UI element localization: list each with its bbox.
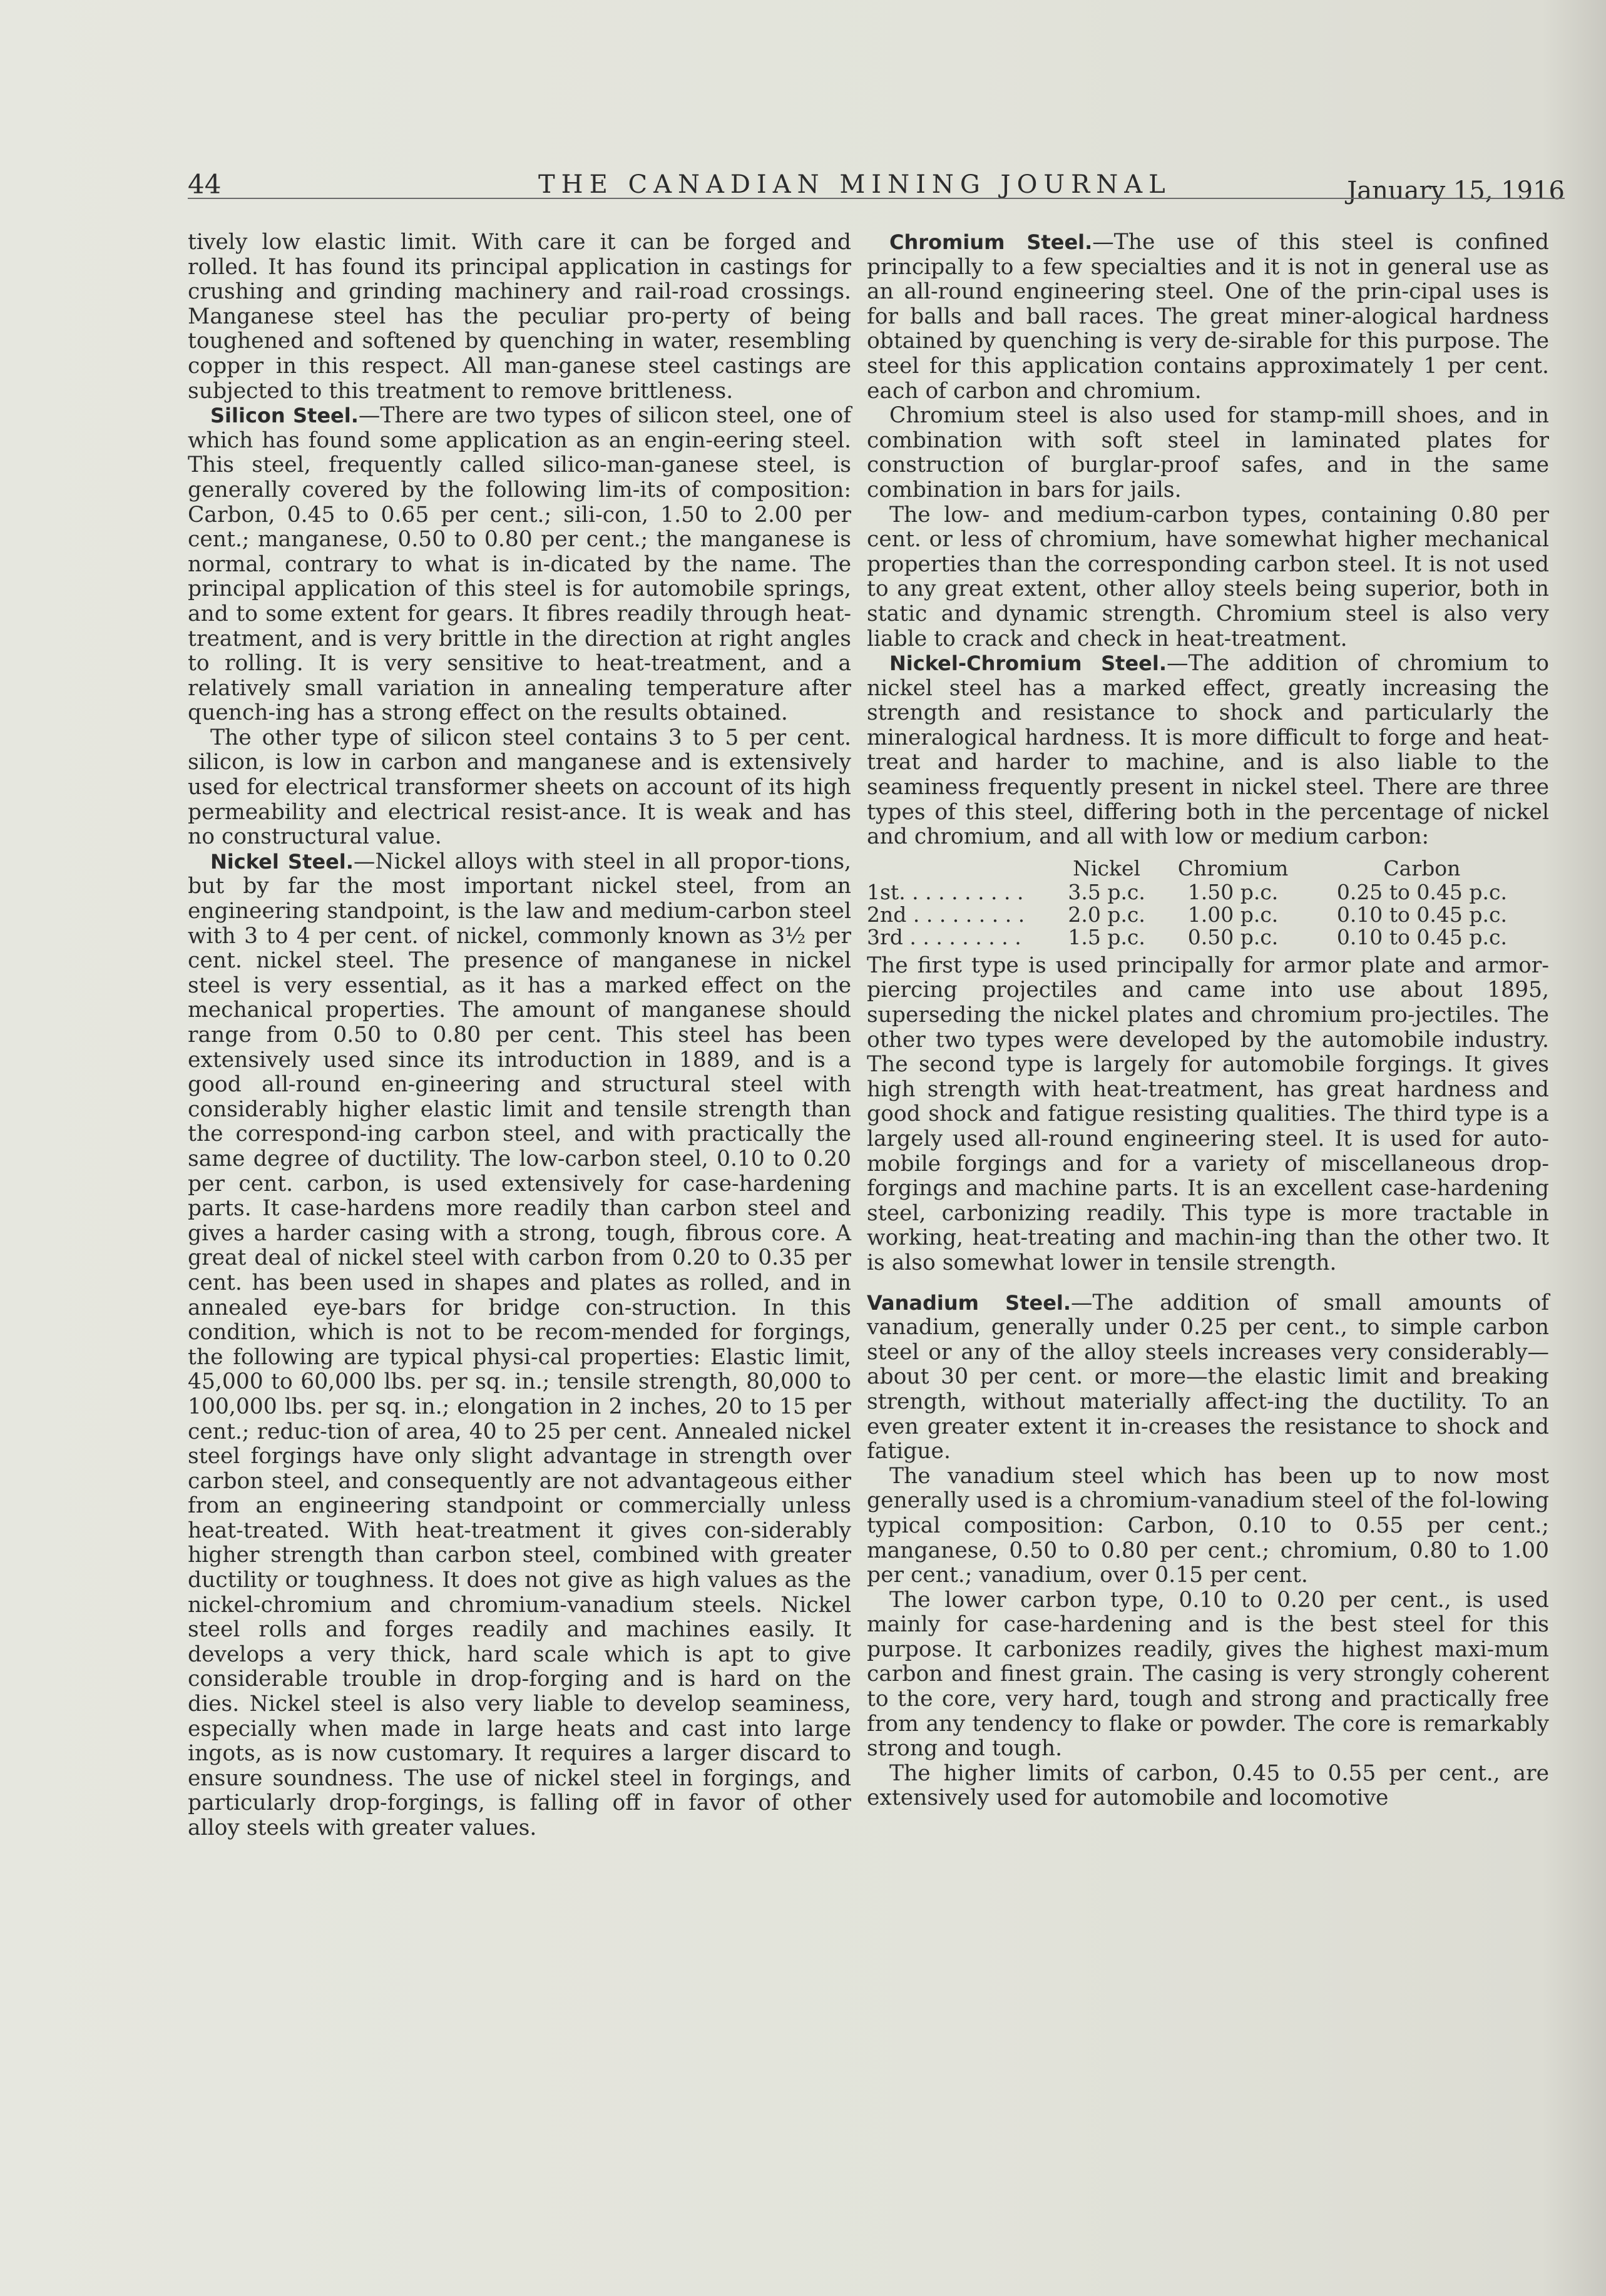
left-column xyxy=(188,230,851,1841)
nickel-chromium-steel-heading: Nickel-Chromium Steel. xyxy=(889,651,1167,676)
nickel-chromium-text-1: —The addition of chromium to nickel steel has a marked effect, greatly increasing the strength and resistance to shock and particularly the mineralogical hardness. It is more difficult to forge and heat-treat and harder to machine, and is also liable to the seaminess frequently present in nickel steel. There are three types of this steel, differing both in the percentage of nickel and chromium, and all with low or medium carbon: xyxy=(867,651,1549,850)
row-label: 2nd . . . . . . . . . xyxy=(867,902,1025,927)
row-label: 1st. . . . . . . . . . xyxy=(867,879,1024,904)
table-header-row xyxy=(867,856,1537,881)
silicon-paragraph-1 xyxy=(188,404,851,726)
nickel-steel-heading: Nickel Steel. xyxy=(210,849,354,874)
table-row xyxy=(867,926,1537,949)
row-label: 3rd . . . . . . . . . xyxy=(867,924,1021,949)
carbon-cell: 0.25 to 0.45 p.c. xyxy=(1336,879,1507,904)
silicon-text-1: —There are two types of silicon steel, one of which has found some application as an engin-eering steel. This steel, frequently called silico-man-ganese steel, is generally covered by the following lim-its of composition: Carbon, 0.45 to 0.65 per cent.; sili-con, 1.50 to 2.00 per cent.; manganese, 0.50 to 0.80 per cent.; the manganese is normal, contrary to what is in-dicated by the name. The principal application of this steel is for automobile springs, and to some extent for gears. It fibres readily through heat-treatment, and is very brittle in the direction at right angles to rolling. It is very sensitive to heat-treatment, and a relatively small variation in annealing temperature after quench-ing has a strong effect on the results obtained. xyxy=(188,403,852,726)
vanadium-paragraph-1 xyxy=(867,1291,1549,1464)
table-row xyxy=(867,904,1537,926)
nickel-cell: 1.5 p.c. xyxy=(1068,924,1145,949)
nickel-text: —Nickel alloys with steel in all propor-tions, but by far the most important nickel steel, from an engineering standpoint, is the law and medium-carbon steel with 3 to 4 per cent. of nickel, commonly known as 3½ per cent. nickel steel. The presence of manganese in nickel steel is very essential, as it has a marked effect on the mechanical properties. The amount of manganese should range from 0.50 to 0.80 per cent. This steel has been extensively used since its introduction in 1889, and is a good all-round en-gineering and structural steel with considerably higher elastic limit and tensile strength than the correspond-ing carbon steel, and with practically the same degree of ductility. The low-carbon steel, 0.10 to 0.20 per cent. carbon, is used extensively for case-hardening parts. It case-hardens more readily than carbon steel and gives a harder casing with a strong, tough, fibrous core. A great deal of nickel steel with carbon from 0.20 to 0.35 per cent. has been used in shapes and plates as rolled, and in annealed eye-bars for bridge con-struction. In this condition, which is not to be recom-mended for forgings, the following are typical physi-cal properties: Elastic limit, 45,000 to 60,000 lbs. per sq. in.; tensile strength, 80,000 to 100,000 lbs. per sq. in.; elongation in 2 inches, 20 to 15 per cent.; reduc-tion of area, 40 to 25 per cent. Annealed nickel steel forgings have only slight advantage in strength over carbon steel, and consequently are not advantageous either from an engineering standpoint or commercially unless heat-treated. With heat-treatment it gives con-siderably higher strength than carbon steel, combined with greater ductility or toughness. It does not give as high values as the nickel-chromium and chromium-vanadium steels. Nickel steel rolls and forges readily and machines easily. It develops a very thick, hard scale which is apt to give considerable trouble in drop-forging and is hard on the dies. Nickel steel is also very liable to develop seaminess, especially when made in large heats and cast into large ingots, as is now customary. It requires a larger discard to ensure soundness. The use of nickel steel in forgings, and particularly drop-forgings, is falling off in favor of other alloy steels with greater values. xyxy=(188,849,851,1840)
table-header-nickel: Nickel xyxy=(1073,855,1141,880)
nickel-cell: 3.5 p.c. xyxy=(1068,879,1145,904)
manganese-paragraph: tively low elastic limit. With care it can be forged and rolled. It has found its principal application in castings for crushing and grinding machinery and rail-road crossings. Manganese steel has the peculiar pro-perty of being toughened and softened by quenching in water, resembling copper in this respect. All man-ganese steel castings are subjected to this treatment to remove brittleness. xyxy=(188,230,851,404)
silicon-paragraph-2: The other type of silicon steel contains 3 to 5 per cent. silicon, is low in carbon and manganese and is extensively used for electrical transformer sheets on account of its high permeability and electrical resist-ance. It is weak and has no constructural value. xyxy=(188,725,851,850)
table-header-carbon: Carbon xyxy=(1383,855,1461,880)
journal-title: THE CANADIAN MINING JOURNAL xyxy=(538,170,1172,199)
page-header xyxy=(188,168,1565,212)
nickel-paragraph xyxy=(188,850,851,1841)
carbon-cell: 0.10 to 0.45 p.c. xyxy=(1336,902,1507,927)
header-rule xyxy=(188,198,1565,199)
silicon-steel-heading: Silicon Steel. xyxy=(210,404,359,428)
chromium-text-1: —The use of this steel is confined principally to a few specialties and it is not in general use as an all-round engineering steel. One of the prin-cipal uses is for balls and ball races. The great miner-alogical hardness obtained by quenching is very de-sirable for this purpose. The steel for this application contains approximately 1 per cent. each of carbon and chromium. xyxy=(867,230,1550,404)
right-column xyxy=(867,230,1549,1811)
page-number: 44 xyxy=(188,169,222,200)
vanadium-steel-heading: Vanadium Steel. xyxy=(867,1290,1072,1315)
chromium-cell: 1.50 p.c. xyxy=(1187,879,1279,904)
issue-date: January 15, 1916 xyxy=(1347,176,1565,205)
chromium-paragraph-1 xyxy=(867,230,1549,404)
table-header-chromium: Chromium xyxy=(1177,855,1289,880)
chromium-steel-heading: Chromium Steel. xyxy=(889,230,1093,254)
table-row xyxy=(867,881,1537,904)
carbon-cell: 0.10 to 0.45 p.c. xyxy=(1336,924,1507,949)
nickel-chromium-paragraph-2: The first type is used principally for armor plate and armor-piercing projectiles and came into use about 1895, superseding the nickel plates and chromium pro-jectiles. The other two types were developed by the automobile industry. The second type is largely for automobile forgings. It gives high strength with heat-treatment, has great hardness and good shock and fatigue resisting qualities. The third type is a largely used all-round engineering steel. It is used for auto-mobile forgings and for a variety of miscellaneous drop-forgings and machine parts. It is an excellent case-hardening steel, carbonizing readily. This type is more tractable in working, heat-treating and machin-ing than the other two. It is also somewhat lower in tensile strength. xyxy=(867,952,1549,1275)
vanadium-paragraph-2: The vanadium steel which has been up to now most generally used is a chromium-vanadium steel of the fol-lowing typical composition: Carbon, 0.10 to 0.55 per cent.; manganese, 0.50 to 0.80 per cent.; chromium, 0.80 to 1.00 per cent.; vanadium, over 0.15 per cent. xyxy=(867,1463,1549,1588)
chromium-paragraph-2: Chromium steel is also used for stamp-mill shoes, and in combination with soft steel in laminated plates for construction of burglar-proof safes, and in the same combination in bars for jails. xyxy=(867,403,1549,503)
vanadium-paragraph-4: The higher limits of carbon, 0.45 to 0.55 per cent., are extensively used for automobile and locomotive xyxy=(867,1760,1549,1811)
alloy-composition-table xyxy=(867,856,1537,949)
vanadium-text-1: —The addition of small amounts of vanadium, generally under 0.25 per cent., to simple carbon steel or any of the alloy steels increases very considerably—about 30 per cent. or more—the elastic limit and breaking strength, without materially affect-ing the ductility. To an even greater extent it in-creases the resistance to shock and fatigue. xyxy=(867,1290,1549,1464)
table-header-blank xyxy=(867,856,1055,881)
chromium-cell: 0.50 p.c. xyxy=(1187,924,1279,949)
chromium-cell: 1.00 p.c. xyxy=(1187,902,1279,927)
vanadium-paragraph-3: The lower carbon type, 0.10 to 0.20 per cent., is used mainly for case-hardening and is the best steel for this purpose. It carbonizes readily, gives the highest maxi-mum carbon and finest grain. The casing is very strongly coherent to the core, very hard, tough and strong and practically free from any tendency to flake or powder. The core is remarkably strong and tough. xyxy=(867,1587,1549,1762)
nickel-chromium-paragraph-1 xyxy=(867,651,1549,850)
nickel-cell: 2.0 p.c. xyxy=(1068,902,1145,927)
chromium-paragraph-3: The low- and medium-carbon types, containing 0.80 per cent. or less of chromium, have somewhat higher mechanical properties than the corresponding carbon steel. It is not used to any great extent, other alloy steels being superior, both in static and dynamic strength. Chromium steel is also very liable to crack and check in heat-treatment. xyxy=(867,502,1549,651)
